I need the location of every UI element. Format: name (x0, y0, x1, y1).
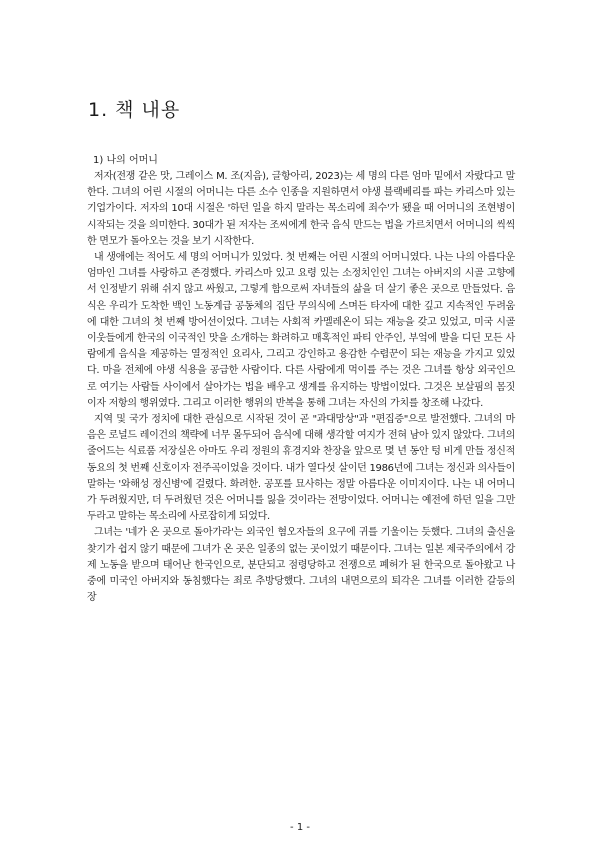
page-number: - 1 - (290, 822, 310, 833)
page-heading: 1. 책 내용 (88, 99, 181, 121)
paragraph: 지역 및 국가 정치에 대한 관심으로 시작된 것이 곧 "과대망상"과 "편집증"으로 발전했다. 그녀의 마음은 로널드 레이건의 책략에 너무 몰두되어 음식에 대해 생각할 여지가 전혀 남아 있지 않았다. 그녀의 줄어드는 식료품 저장실은 아마도 우리 정원의 휴경지와 찬장을 앞으로 몇 년 동안 텅 비게 만들 정신적 동요의 첫 번째 신호이자 전주곡이었을 것이다. 내가 열다섯 살이던 1986년에 그녀는 정신과 의사들이 말하는 '와해성 정신병'에 걸렸다. 화려한. 공포를 묘사하는 정말 아름다운 이미지이다. 나는 내 어머니가 두려웠지만, 더 두려웠던 것은 어머니를 잃을 것이라는 전망이었다. 어머니는 예전에 하던 일을 그만 두라고 말하는 목소리에 사로잡히게 되었다. (87, 414, 515, 523)
paragraph: 그녀는 '네가 온 곳으로 돌아가라'는 외국인 혐오자들의 요구에 귀를 기울이는 듯했다. 그녀의 출신을 찾기가 쉽지 않기 때문에 그녀가 온 곳은 일종의 없는 곳이었기 때문이다. 그녀는 일본 제국주의에서 강제 노동을 받으며 태어난 한국인으로, 분단되고 점령당하고 전쟁으로 폐허가 된 한국으로 돌아왔고 나중에 미국인 아버지와 동침했다는 죄로 추방당했다. 그녀의 내면으로의 퇴각은 그녀를 이러한 갈등의 장 (87, 527, 515, 604)
section-label: 1) 나의 어머니 (93, 155, 158, 166)
paragraph: 내 생애에는 적어도 세 명의 어머니가 있었다. 첫 번째는 어린 시절의 어머니였다. 나는 나의 아름다운 엄마인 그녀를 사랑하고 존경했다. 카리스마 있고 요령 있는 소정치인인 그녀는 아버지의 시골 고향에서 인정받기 위해 쉬지 않고 싸웠고, 그렇게 함으로써 자녀들의 삶을 더 살기 좋은 곳으로 만들었다. 음식은 우리가 도착한 백인 노동계급 공동체의 집단 무의식에 스며든 타자에 대한 깊고 지속적인 두려움에 대한 그녀의 첫 번째 방어선이었다. 그녀는 사회적 카멜레온이 되는 재능을 갖고 있었고, 미국 시골 이웃들에게 한국의 이국적인 맛을 소개하는 화려하고 매혹적인 파티 안주인, 부엌에 발을 디딘 모든 사람에게 음식을 제공하는 열정적인 요리사, 그리고 강인하고 용감한 수렵꾼이 되는 재능을 가지고 있었다. 마을 전체에 야생 식용을 공급한 사람이다. 다른 사람에게 먹이를 주는 것은 그녀를 항상 외국인으로 여기는 사람들 사이에서 살아가는 법을 배우고 생계를 유지하는 방법이었다. 그것은 보살핌의 몸짓이자 저항의 행위였다. 그리고 이러한 행위의 반복을 통해 그녀는 자신의 가치를 창조해 나갔다. (87, 252, 515, 409)
paragraph: 저자(전쟁 같은 맛, 그레이스 M. 조(지음), 글항아리, 2023)는 세 명의 다른 엄마 밑에서 자랐다고 말한다. 그녀의 어린 시절의 어머니는 다른 소수 인종을 지원하면서 야생 블랙베리를 파는 카리스마 있는 기업가이다. 저자의 10대 시절은 '하던 일을 하지 말라는 목소리에 죄수'가 됐을 때 어머니의 조현병이 시작되는 것을 의미한다. 30대가 된 저자는 조씨에게 한국 음식 만드는 법을 가르치면서 어머니의 씩씩한 면모가 돌아오는 것을 보기 시작한다. (87, 171, 515, 247)
body-text (87, 169, 515, 606)
